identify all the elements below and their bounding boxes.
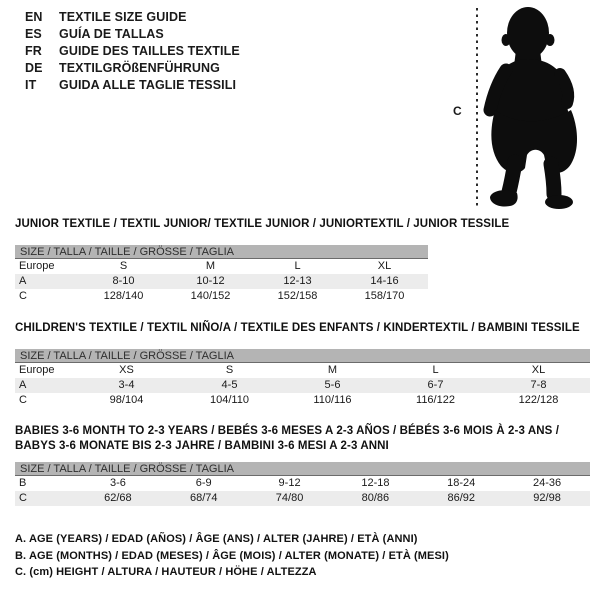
table-cell: 74/80 [275, 492, 304, 504]
junior-table-title: JUNIOR TEXTILE / TEXTIL JUNIOR/ TEXTILE JUNIOR / JUNIORTEXTIL / JUNIOR TESSILE [15, 218, 510, 230]
junior-table [15, 245, 428, 304]
children-table-title: CHILDREN'S TEXTILE / TEXTIL NIÑO/A / TEXTILE DES ENFANTS / KINDERTEXTIL / BAMBINI TESSILE [15, 322, 580, 334]
language-title-list [25, 9, 240, 94]
table-cell: L [294, 260, 301, 272]
footnote-c: C. (cm) HEIGHT / ALTURA / HAUTEUR / HÖHE / ALTEZZA [15, 566, 317, 578]
table-cell: S [225, 364, 234, 376]
table-cell: 158/170 [364, 290, 405, 302]
table-cell: 7-8 [530, 379, 547, 391]
row-label: C [19, 394, 27, 406]
table-cell: 128/140 [103, 290, 144, 302]
table-cell: 8-10 [112, 275, 135, 287]
table-cell: 12-18 [361, 477, 390, 489]
table-cell: 4-5 [221, 379, 238, 391]
row-label: Europe [19, 260, 55, 272]
table-cell: 6-9 [195, 477, 212, 489]
language-code: ES [25, 27, 42, 41]
language-row [25, 26, 240, 43]
table-cell: 104/110 [210, 394, 249, 406]
table-cell: 62/68 [104, 492, 132, 504]
table-cell: S [119, 260, 128, 272]
junior-size-table [15, 259, 428, 304]
babies-title-line-1: BABIES 3-6 MONTH TO 2-3 YEARS / BEBÉS 3-6 MESES A 2-3 AÑOS / BÉBÉS 3-6 MOIS À 2-3 ANS / [15, 425, 559, 437]
table-cell: XL [531, 364, 546, 376]
table-cell: 86/92 [447, 492, 475, 504]
language-title: GUÍA DE TALLAS [59, 27, 164, 41]
table-row [15, 491, 590, 506]
babies-table [15, 462, 590, 506]
row-label: B [19, 477, 27, 489]
table-row [15, 476, 590, 491]
language-title: TEXTILGRÖßENFÜHRUNG [59, 61, 220, 75]
baby-silhouette-icon [482, 4, 596, 212]
footnote-legend [15, 531, 449, 581]
language-code: DE [25, 61, 43, 75]
language-row [25, 77, 240, 94]
row-label: Europe [19, 364, 55, 376]
row-label: C [19, 492, 27, 504]
height-measure-dashed-line [476, 8, 478, 208]
table-cell: 110/116 [313, 394, 352, 406]
table-cell: 92/98 [533, 492, 561, 504]
babies-size-table [15, 476, 590, 506]
table-row [15, 289, 428, 304]
table-cell: XS [119, 364, 134, 376]
language-title: TEXTILE SIZE GUIDE [59, 10, 187, 24]
row-label: A [19, 379, 27, 391]
table-cell: 152/158 [277, 290, 318, 302]
row-label: A [19, 275, 27, 287]
row-label: C [19, 290, 27, 302]
table-cell: 116/122 [416, 394, 455, 406]
table-row [15, 259, 428, 274]
table-cell: XL [377, 260, 392, 272]
table-row [15, 363, 590, 378]
language-code: EN [25, 10, 43, 24]
table-cell: 80/86 [361, 492, 390, 504]
table-cell: 12-13 [283, 275, 312, 287]
table-cell: 18-24 [447, 477, 476, 489]
language-row [25, 43, 240, 60]
footnote-b: B. AGE (MONTHS) / EDAD (MESES) / ÂGE (MOIS) / ALTER (MONATE) / ETÀ (MESI) [15, 549, 449, 562]
table-cell: L [432, 364, 439, 376]
table-cell: 10-12 [196, 275, 225, 287]
language-code: IT [25, 78, 37, 92]
footnote-a: A. AGE (YEARS) / EDAD (AÑOS) / ÂGE (ANS) / ALTER (JAHRE) / ETÀ (ANNI) [15, 533, 418, 545]
table-cell: 14-16 [370, 275, 399, 287]
table-cell: 3-4 [118, 379, 135, 391]
babies-title-line-2: BABYS 3-6 MONATE BIS 2-3 JAHRE / BAMBINI 3-6 MESI A 2-3 ANNI [15, 440, 389, 452]
height-measure-label-c: C [453, 104, 462, 118]
size-header-bar: SIZE / TALLA / TAILLE / GRÖSSE / TAGLIA [15, 462, 590, 476]
table-cell: M [205, 260, 216, 272]
language-code: FR [25, 44, 42, 58]
table-cell: 140/152 [190, 290, 231, 302]
size-header-bar: SIZE / TALLA / TAILLE / GRÖSSE / TAGLIA [15, 349, 590, 363]
children-size-table [15, 363, 590, 408]
table-row [15, 378, 590, 393]
table-row [15, 393, 590, 408]
table-cell: 5-6 [324, 379, 341, 391]
table-cell: 98/104 [109, 394, 144, 406]
table-cell: 6-7 [427, 379, 444, 391]
table-cell: 24-36 [533, 477, 562, 489]
table-row [15, 274, 428, 289]
language-title: GUIDA ALLE TAGLIE TESSILI [59, 78, 237, 92]
table-cell: 9-12 [278, 477, 301, 489]
table-cell: 122/128 [518, 394, 559, 406]
language-row [25, 9, 240, 26]
language-row [25, 60, 240, 77]
children-table [15, 349, 590, 408]
table-cell: M [327, 364, 338, 376]
size-header-bar: SIZE / TALLA / TAILLE / GRÖSSE / TAGLIA [15, 245, 428, 259]
language-title: GUIDE DES TAILLES TEXTILE [59, 44, 240, 58]
table-cell: 3-6 [109, 477, 126, 489]
table-cell: 68/74 [189, 492, 218, 504]
babies-table-title [15, 424, 559, 454]
